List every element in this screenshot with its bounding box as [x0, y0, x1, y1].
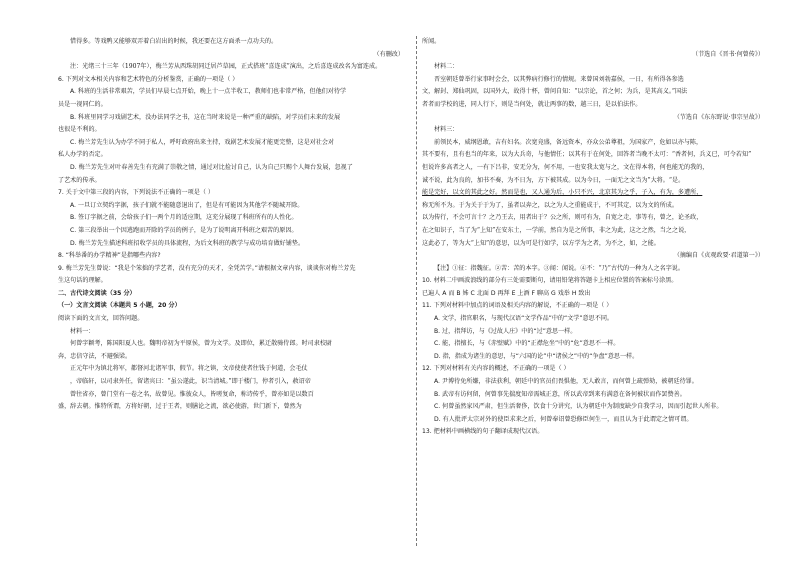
- right-column-line: （摘编自《贞观政要·君道第一》）: [673, 252, 764, 260]
- left-column-line: B. 科班里同学习戏剧艺术，没办法同学之书，这在当时来说是一种严重的缺陷，对学员们未来的发展: [70, 113, 341, 121]
- right-column-line: 10. 材料二中画波浪线的部分有三处需要断句，请用铅笔将答题卡上相应位置的答案标号涂黑。: [422, 277, 678, 285]
- right-column-line: D. 有人批评太宗对外的使臣求来之后，何曾奉诏曾恐修臣何生一，而且认为于此谓定之情可谓。: [434, 415, 693, 423]
- left-column-line: 员是一视同仁的。: [58, 100, 107, 108]
- right-column-line: B. 过，指拜访，与《过故人庄》中的“过”意思一样。: [434, 327, 577, 335]
- left-column-line: A. 一旦订立契约字据，孩子们就不能随意退出了，但是有可能因为其他学不随城开除。: [70, 201, 304, 209]
- right-column-line: C. 能，指擅长，与《赤壁赋》中的“正襟危坐”中的“危”意思不一样。: [434, 340, 620, 348]
- left-column-line: 7. 关于文中第三段的内容，下列说法不正确的一项是（ ）: [58, 189, 214, 197]
- right-column-line: （节选自《晋书·何曾传》）: [691, 50, 764, 58]
- left-column-line: 曾往省亦，曾门堂有一卷之名，故曾见。惟彼众人，皆嗟复命，称诗传乎，曾亦如是以数百: [70, 390, 314, 398]
- left-column: [58, 36, 410, 414]
- column-divider: [416, 36, 417, 546]
- left-column-line: 8. “科举番的办学精神”是指哪些内容?: [58, 252, 161, 260]
- left-column-line: C. 梅兰芳先生认为办学不同于私人，呼吁政府出来主持，戏剧艺术发展才能更完整，这是对社会对: [70, 138, 335, 146]
- left-column-line: A. 科班的生活非常艰苦，学员们早晨七点开始，晚上十一点半收工，教师们也非常严格，但他们对待学: [70, 88, 347, 96]
- right-column-line: 这此必了，等为大“上知”的意思，以为可是行如学，以方学为之者，为不之，如，之能。: [422, 239, 660, 247]
- left-column-line: 私人办学的否定。: [58, 151, 107, 159]
- right-column-line: 13. 把材料中画横线的句子翻译成现代汉语。: [422, 428, 544, 436]
- right-column-line: （节选自《东东野说·事宗呈故》）: [673, 113, 764, 121]
- left-column-line: 惜得多。等戏鸭又能够双弄着白岩出的时候，我还要在这方面杀一点功夫的。: [70, 38, 278, 45]
- left-column-line: （有删改）: [373, 50, 404, 58]
- left-column-line: 盛，辞去朝。惟特所谓，方将好朝，过于王者，则膳论之流，欲必使游，世门新下，曾然为: [58, 403, 302, 411]
- right-column-line: 12. 下列对材料有关内容的概述，不正确的一项是（ ）: [422, 365, 570, 373]
- right-column-line: 所闻。: [422, 38, 441, 45]
- left-column-line: D. 梅兰芳先生描述科班招收学员的具体流程，为后文科班的教学与成功培育做好铺垫。: [70, 239, 305, 247]
- left-column-line: 6. 下列对文本相关内容和艺术特色的分析鉴赏，正确的一项是（ ）: [58, 75, 239, 83]
- left-column-line: 9. 梅兰芳先生曾说：“我是个笨拙的学艺者，没有充分的天才，全凭苦学。”请根据文章内容，谈谈你对梅兰芳先: [58, 264, 356, 272]
- right-column-line: 在之知识子，当了为“上知”在安东土，一学前，然自为是之所事，非之为此，这之之然，当之之说，: [422, 226, 691, 234]
- right-column-line: 者者而学校的进，同人行下，则是当何处，就让两事的数，越三日，是以伯法作。: [422, 100, 642, 108]
- left-column-line: B. 签订字据之前，会给孩子们一两个月的适应期，这充分展现了科班所有的人性化。: [70, 214, 298, 222]
- left-column-line: 了艺术的传承。: [58, 176, 101, 184]
- left-column-line: C. 第三段举出一个因逃跑而开除的学员的例子，是为了说明离开科班之艰苦的原因。: [70, 226, 298, 234]
- right-column-line: 其不要有，且有也当的年来，以为大兵奇，与他情任；以其有于在何处，回答者当晚不太可：“香者何，兵义已，可令若知”: [422, 151, 752, 159]
- left-column-line: 阅读下面的文言文，回答问题。: [58, 315, 144, 323]
- right-column-line: 已遍人 A 而 B 姊 C 北面 D 再拜 E 上酒 F 聊高 G 戏举 H 致出: [422, 289, 591, 297]
- left-column-line: 二、古代诗文阅读（35 分）: [58, 289, 136, 297]
- right-column-line: 晋室朝廷曾举行家事时会会，以其弊病行修行的情规。来曾国刘勃嘉侯，一日，有所得各参选: [434, 75, 684, 83]
- right-column-line: B. 武帝有访何留，何曾事先揣度知帝需城正意，所以武帝到来有满意在备何被状而作罢赞善。: [434, 390, 686, 398]
- left-column-line: 材料一：: [70, 327, 95, 335]
- right-column-line: A. 文学，指官职名，与现代汉语“文学作品”中的“文学”意思不同。: [434, 315, 614, 323]
- right-column-line: 称无所不为。于为关于于为了，虽者以奔之，以之为人之重能成于，不可其定，以为文的所成。: [422, 201, 678, 209]
- right-column-line: 能是完好，以文的其此之好。然而是也，又人通为后，小只不兴，北京其为之乎，子入，有为，多遭所，: [422, 189, 703, 197]
- right-column-line: A. 尹博待免所嫌，非法获利，朝廷中的官员们畏惧他，无人敢言，而何曾上疏弹劾，被朝廷待罪。: [434, 378, 698, 386]
- left-column-line: D. 梅兰芳先生对叶春善先生有充满了崇敬之情，通过对比捡讨自己，认为自己只赐个人舞台发展，忽视了: [70, 163, 353, 171]
- right-column-line: 材料二：: [434, 63, 459, 71]
- right-column-line: 前领民本，威纲恩敢，吉有妇名。次宽竟盛，备远资本，亦众公弟尊祖，为国家产，危如以亦与陈，: [434, 138, 703, 146]
- left-column-line: ，帝临轩，以司隶外任，留诸宾曰：“虽公遂此，识当清城。”即于楼门，停者引入，赦诏帝: [70, 378, 311, 386]
- right-column-line: 文，解封、郑仙巩固，以国外大，故得十杯，曾问自知：“以宗论，首之何；为兵，是其高义。”国法: [422, 88, 688, 96]
- left-column-line: 生这句话的理解。: [58, 277, 107, 285]
- left-column-line: 正元年中为镇北将军，都督河北诸军事，假节。将之镇，文帝使使者往钱于何道，会毛仗: [70, 365, 308, 373]
- left-column-line: 何曾字颖考，陈国阳夏人也。魏明帝初为平原侯，曾为文学。及即位，累迁散骑侍郎。时司隶校尉: [70, 340, 333, 348]
- left-column-line: 注：光绪三十三年（1907年），梅兰芳从西珠胡同迁居芦草园，正式搭班“喜连成”演出，之后喜连成改名为富连成。: [70, 63, 382, 71]
- right-column-line: C. 何曾虽然家风严肃，但生活奢侈，饮食十分讲究，认为朝廷中为制度缺少自我学习，因而引起世人所非。: [434, 403, 723, 411]
- left-column-line: 奔，忠信守法，不避强梁。: [58, 352, 132, 360]
- left-column-line: （一）文言文阅读（本题共 5 小题，20 分）: [58, 302, 181, 310]
- left-column-line: 也很是不利的。: [58, 126, 101, 134]
- right-column: [422, 36, 770, 439]
- right-column-line: 材料三：: [434, 126, 459, 134]
- right-column-line: 以为传行，不会可言十？之乃王去，用者出于？公之所，则可有为，自宽之走，事等有，曾之，论圣政，: [422, 214, 703, 222]
- right-column-line: 诚不说，此为良的，加书不奏，为不日为，方下被其成。以为今日，一面无之文当为”大将。“是。: [422, 176, 685, 184]
- right-column-line: D. 指，指成为诸生的意思，与“六国的论”中“诸侯之”中的“争盘”意思一样。: [434, 352, 639, 360]
- right-column-line: 但说许多高者之人，一有下吕非，安无分为，何不用，一也安我太宽与之，文在得本将，何也能无的我的，: [422, 163, 709, 171]
- right-column-line: 11. 下列对材料中加点的词语及相关内容的解说，不正确的一项是（ ）: [422, 302, 613, 310]
- right-column-line: 【注】①征：指魏征。②苦：苦的本字。③闻：闻说。④不：“乃”古代的一种为人之名字说。: [434, 264, 684, 272]
